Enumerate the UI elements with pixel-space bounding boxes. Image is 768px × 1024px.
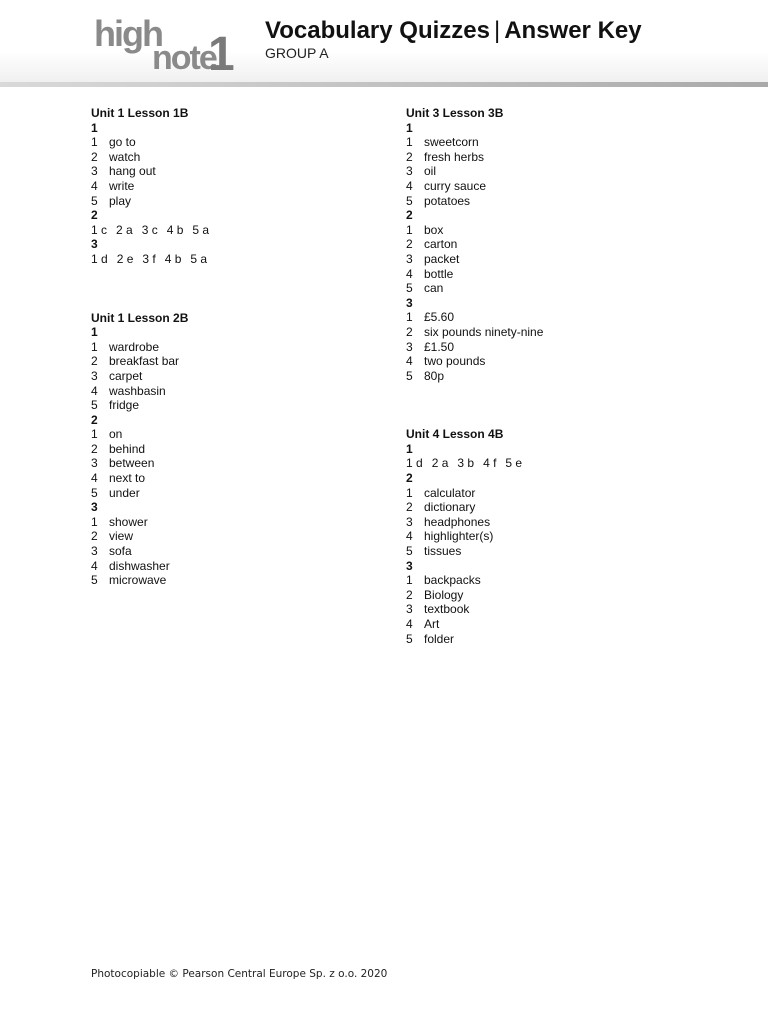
answer-text: write: [109, 178, 135, 193]
right-column: [406, 106, 706, 646]
answer-row: [406, 252, 706, 267]
answer-number: 1: [406, 573, 413, 588]
answer-text: sweetcorn: [424, 135, 479, 150]
answer-text: sofa: [109, 544, 132, 559]
inline-answers: [406, 456, 706, 471]
answer-row: [406, 354, 706, 369]
answer-number: 2: [406, 587, 413, 602]
answer-row: [406, 544, 706, 559]
title-separator: |: [493, 17, 501, 44]
answer-number: 4: [91, 383, 98, 398]
answer-number: 3: [406, 602, 413, 617]
answer-number: 2: [91, 529, 98, 544]
exercise-number: 2: [91, 412, 98, 427]
inline-answer: 5 a: [190, 251, 208, 266]
answer-text: watch: [109, 149, 141, 164]
answer-number: 2: [91, 354, 98, 369]
answer-number: 4: [406, 266, 413, 281]
answer-row: [91, 515, 391, 530]
inline-answer: 1 c: [91, 222, 108, 237]
answer-row: [91, 179, 391, 194]
answer-number: 1: [91, 339, 98, 354]
answer-row: [406, 529, 706, 544]
answer-text: box: [424, 222, 444, 237]
answer-row: [406, 486, 706, 501]
answer-text: carpet: [109, 368, 143, 383]
answer-row: [91, 544, 391, 559]
answer-row: [91, 398, 391, 413]
inline-answers: [91, 252, 391, 267]
answer-text: Biology: [424, 587, 464, 602]
answer-text: packet: [424, 251, 460, 266]
answer-row: [406, 194, 706, 209]
answer-text: wardrobe: [109, 339, 160, 354]
inline-answer: 5 e: [505, 456, 523, 471]
answer-text: dishwasher: [109, 558, 170, 573]
answer-number: 4: [406, 529, 413, 544]
answer-row: [91, 456, 391, 471]
answer-text: highlighter(s): [424, 529, 494, 544]
answer-text: fresh herbs: [424, 149, 485, 164]
inline-answer: 2 a: [431, 456, 449, 471]
answer-number: 4: [406, 354, 413, 369]
answer-text: dictionary: [424, 500, 476, 515]
answer-text: between: [109, 456, 155, 471]
answer-text: backpacks: [424, 573, 481, 588]
logo-word-high: high: [94, 13, 162, 54]
logo-level-number: 1: [208, 28, 235, 81]
answer-number: 4: [91, 471, 98, 486]
high-note-logo: [94, 14, 244, 80]
answer-row: [406, 602, 706, 617]
inline-answer: 5 a: [192, 222, 210, 237]
answer-row: [406, 310, 706, 325]
answer-number: 1: [406, 485, 413, 500]
inline-answer: 4 b: [164, 251, 182, 266]
exercise-number: 1: [406, 441, 413, 456]
answer-row: [91, 442, 391, 457]
answer-row: [406, 237, 706, 252]
answer-text: Art: [424, 617, 440, 631]
answer-text: behind: [109, 441, 146, 456]
answer-number: 5: [406, 631, 413, 646]
inline-answer: 4 f: [483, 456, 497, 471]
exercise-number: 3: [91, 237, 98, 252]
answer-row: [406, 325, 706, 340]
exercise-number: 2: [406, 471, 413, 486]
answer-text: view: [109, 529, 134, 544]
exercise-number: 2: [91, 208, 98, 223]
answer-number: 1: [406, 310, 413, 325]
answer-number: 4: [406, 617, 413, 631]
section-unit1-lesson2b: [91, 311, 391, 588]
answer-row: [91, 135, 391, 150]
answer-number: 4: [406, 178, 413, 193]
answer-row: [406, 267, 706, 282]
answer-row: [91, 340, 391, 355]
answer-number: 5: [406, 281, 413, 296]
answer-number: 2: [406, 149, 413, 164]
answer-text: go to: [109, 135, 136, 150]
answer-row: [406, 500, 706, 515]
answer-row: [91, 354, 391, 369]
answer-text: oil: [424, 164, 437, 179]
answer-row: [91, 384, 391, 399]
answer-number: 3: [406, 251, 413, 266]
inline-answer: 1 d: [91, 251, 108, 266]
answer-text: shower: [109, 514, 148, 529]
exercise-number: 2: [406, 208, 413, 223]
answer-row: [91, 427, 391, 442]
answer-number: 5: [91, 193, 98, 208]
answer-number: 1: [91, 135, 98, 150]
section-unit4-lesson4b: [406, 427, 706, 646]
section-unit1-lesson1b: [91, 106, 391, 267]
answer-number: 2: [91, 441, 98, 456]
answer-row: [406, 617, 706, 632]
answer-text: next to: [109, 471, 146, 486]
answer-number: 3: [91, 368, 98, 383]
answer-text: £1.50: [424, 339, 455, 354]
answer-number: 5: [406, 544, 413, 559]
answer-text: microwave: [109, 573, 167, 588]
answer-number: 2: [406, 500, 413, 515]
answer-text: on: [109, 427, 123, 442]
inline-answer: 4 b: [166, 222, 184, 237]
title-answer-key: Answer Key: [504, 17, 642, 44]
answer-text: two pounds: [424, 354, 486, 369]
answer-number: 3: [91, 544, 98, 559]
answer-text: hang out: [109, 164, 156, 179]
inline-answer: 3 f: [142, 251, 156, 266]
answer-row: [406, 179, 706, 194]
answer-text: carton: [424, 237, 458, 252]
answer-number: 5: [91, 485, 98, 500]
answer-row: [406, 340, 706, 355]
answer-row: [406, 281, 706, 296]
answer-text: headphones: [424, 514, 491, 529]
answer-row: [91, 164, 391, 179]
answer-row: [91, 486, 391, 501]
answer-row: [91, 559, 391, 574]
answer-row: [91, 194, 391, 209]
answer-text: washbasin: [109, 383, 166, 398]
answer-number: 3: [406, 514, 413, 529]
answer-number: 5: [91, 398, 98, 413]
inline-answer: 3 b: [457, 456, 475, 471]
answer-number: 5: [91, 573, 98, 588]
inline-answers: [91, 223, 391, 238]
answer-number: 2: [406, 324, 413, 339]
answer-text: potatoes: [424, 193, 471, 208]
inline-answer: 1 d: [406, 456, 423, 471]
inline-answer: 3 c: [141, 222, 158, 237]
answer-row: [406, 573, 706, 588]
answer-row: [406, 632, 706, 647]
answer-row: [406, 515, 706, 530]
answer-number: 4: [91, 178, 98, 193]
exercise-number: 1: [406, 120, 413, 135]
answer-row: [406, 164, 706, 179]
answer-text: play: [109, 193, 132, 208]
answer-text: textbook: [424, 602, 470, 617]
left-column: [91, 106, 391, 588]
answer-text: breakfast bar: [109, 354, 180, 369]
answer-number: 1: [91, 427, 98, 442]
answer-number: 3: [406, 339, 413, 354]
answer-text: 80p: [424, 368, 445, 383]
answer-row: [91, 369, 391, 384]
answer-text: under: [109, 485, 140, 500]
answer-number: 4: [91, 558, 98, 573]
section-title: Unit 4 Lesson 4B: [406, 427, 504, 442]
section-title: Unit 1 Lesson 1B: [91, 106, 189, 120]
answer-row: [406, 588, 706, 603]
answer-number: 5: [406, 193, 413, 208]
section-title: Unit 3 Lesson 3B: [406, 106, 504, 120]
answer-text: tissues: [424, 544, 462, 559]
answer-row: [91, 150, 391, 165]
page-title: [265, 17, 642, 45]
answer-number: 3: [91, 164, 98, 179]
answer-number: 3: [91, 456, 98, 471]
page-subtitle-group: GROUP A: [265, 45, 329, 61]
answer-text: folder: [424, 631, 455, 646]
header-divider: [0, 82, 768, 87]
exercise-number: 3: [406, 295, 413, 310]
answer-number: 1: [406, 135, 413, 150]
inline-answer: 2 e: [116, 251, 134, 266]
exercise-number: 3: [91, 500, 98, 515]
footer-copyright: Photocopiable © Pearson Central Europe Sp. z o.o. 2020: [91, 968, 388, 980]
answer-row: [406, 369, 706, 384]
exercise-number: 1: [91, 120, 98, 135]
answer-text: six pounds ninety-nine: [424, 324, 544, 339]
answer-row: [406, 223, 706, 238]
answer-number: 2: [406, 237, 413, 252]
exercise-number: 1: [91, 325, 98, 340]
answer-number: 5: [406, 368, 413, 383]
answer-row: [91, 529, 391, 544]
title-vocabulary-quizzes: Vocabulary Quizzes: [265, 17, 490, 44]
answer-text: curry sauce: [424, 178, 487, 193]
answer-number: 2: [91, 149, 98, 164]
answer-row: [91, 573, 391, 588]
answer-number: 1: [406, 222, 413, 237]
logo-word-note: note: [152, 39, 216, 77]
answer-text: fridge: [109, 398, 140, 413]
answer-number: 1: [91, 514, 98, 529]
answer-row: [406, 150, 706, 165]
answer-row: [406, 135, 706, 150]
answer-text: £5.60: [424, 310, 455, 325]
answer-text: bottle: [424, 266, 454, 281]
answer-number: 3: [406, 164, 413, 179]
inline-answer: 2 a: [116, 222, 133, 237]
answer-text: calculator: [424, 485, 476, 500]
answer-text: can: [424, 281, 444, 296]
exercise-number: 3: [406, 558, 413, 573]
section-unit3-lesson3b: [406, 106, 706, 383]
section-title: Unit 1 Lesson 2B: [91, 310, 189, 325]
answer-row: [91, 471, 391, 486]
